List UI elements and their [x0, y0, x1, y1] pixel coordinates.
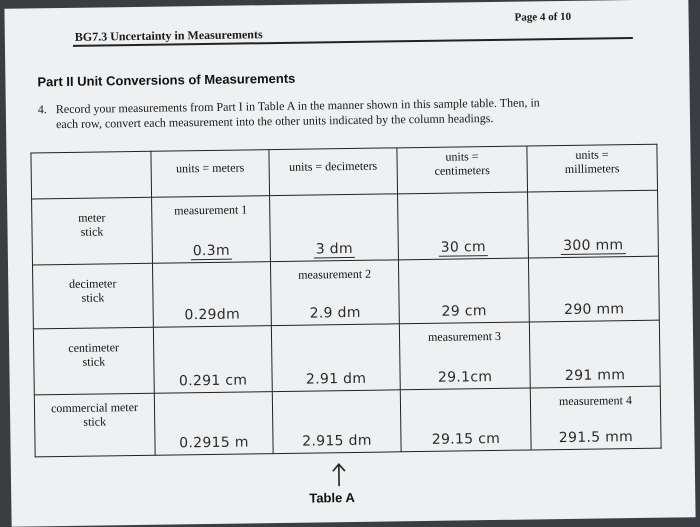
worksheet-page — [4, 0, 695, 527]
handwritten-value: 29.15 cm — [401, 430, 530, 448]
handwritten-value: 3 dm — [271, 240, 398, 258]
handwritten-value: 291.5 mm — [531, 429, 660, 447]
handwritten-value: 2.91 dm — [273, 370, 400, 388]
section-title: Part II Unit Conversions of Measurements — [37, 71, 295, 90]
column-header-decimeters: units = decimeters — [269, 148, 398, 196]
instruction-line-2: each row, convert each measurement into the other units indicated by the column headings. — [38, 109, 668, 133]
handwritten-value: 29.1cm — [401, 369, 530, 387]
worksheet-title: BG7.3 Uncertainty in Measurements — [75, 27, 263, 45]
table-row — [34, 386, 661, 457]
row-label-cell — [32, 263, 153, 329]
handwritten-value: 30 cm — [399, 239, 528, 257]
row-label: centimeter stick — [34, 328, 154, 370]
row-label-cell — [33, 327, 154, 395]
handwritten-value: 2.9 dm — [272, 304, 399, 322]
instruction-line-1: Record your measurements from Part I in Table A in the manner shown in this sample table. Then, in — [56, 95, 540, 116]
value-cell — [270, 260, 399, 326]
table-row — [32, 256, 659, 329]
handwritten-value: 291 mm — [530, 367, 659, 385]
instruction-number: 4. — [38, 102, 56, 117]
value-cell — [398, 258, 529, 324]
column-header-millimeters — [527, 144, 658, 192]
handwritten-value: 0.2915 m — [155, 434, 272, 452]
table-row — [32, 190, 659, 265]
column-header-centimeters — [397, 146, 528, 194]
up-arrow-icon — [329, 462, 349, 488]
corner-cell — [31, 151, 152, 199]
page-number: Page 4 of 10 — [515, 11, 572, 24]
measurement-label: measurement 1 — [152, 202, 269, 219]
value-cell — [154, 392, 273, 456]
header-text: units = millimeters — [527, 145, 656, 177]
header-text: units = centimeters — [397, 147, 526, 179]
table-row — [33, 320, 660, 395]
handwritten-value: 0.29dm — [154, 306, 271, 324]
conversion-table — [30, 144, 661, 458]
handwritten-value: 2.915 dm — [273, 432, 400, 450]
value-cell — [528, 256, 659, 322]
value-cell — [271, 324, 400, 392]
handwritten-value: 300 mm — [529, 237, 658, 255]
column-header-meters: units = meters — [151, 150, 270, 198]
value-cell — [153, 326, 272, 394]
handwritten-value: 0.3m — [153, 242, 270, 260]
row-label: commercial meter stick — [35, 394, 154, 430]
value-cell — [272, 390, 401, 454]
table-caption: Table A — [309, 490, 355, 506]
value-cell — [398, 192, 529, 260]
measurement-label: measurement 4 — [531, 393, 660, 410]
value-cell — [270, 194, 399, 262]
value-cell — [530, 386, 661, 450]
value-cell — [152, 196, 271, 264]
value-cell — [399, 322, 530, 390]
handwritten-value: 29 cm — [400, 303, 529, 321]
value-cell — [528, 190, 659, 258]
handwritten-value: 290 mm — [530, 301, 659, 319]
measurement-label: measurement 2 — [271, 266, 398, 283]
measurement-label: measurement 3 — [400, 329, 529, 346]
value-cell — [400, 388, 531, 452]
value-cell — [152, 262, 271, 328]
row-label: decimeter stick — [33, 264, 153, 306]
value-cell — [529, 320, 660, 388]
instruction-text — [38, 94, 668, 133]
row-label: meter stick — [32, 198, 152, 240]
handwritten-value: 0.291 cm — [155, 372, 272, 390]
row-label-cell — [32, 197, 153, 265]
row-label-cell — [34, 393, 155, 457]
